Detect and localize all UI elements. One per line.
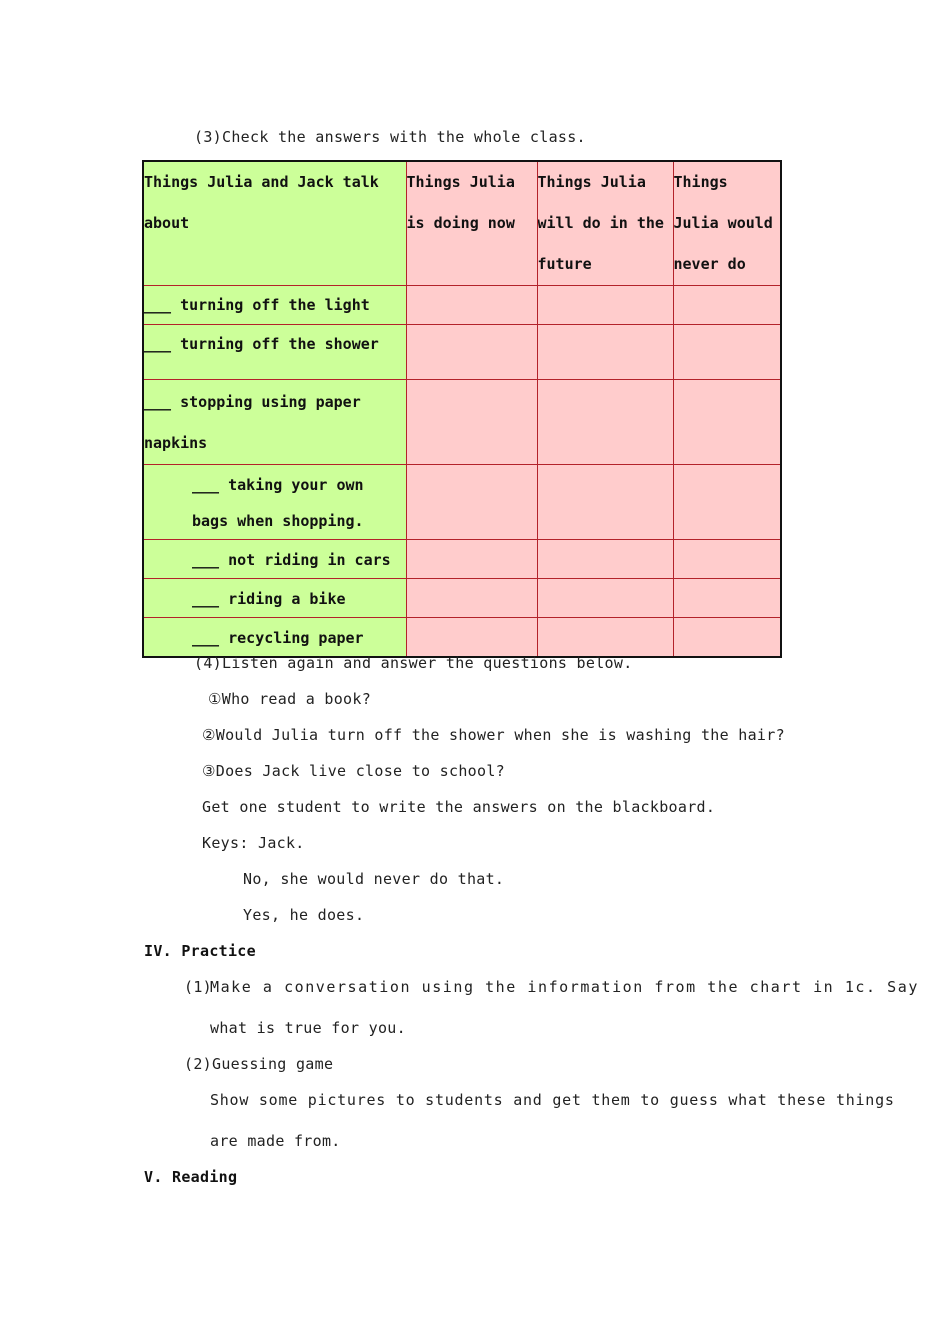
check-cell[interactable] xyxy=(406,579,537,618)
practice-item-1-line-2: what is true for you. xyxy=(210,1019,406,1037)
check-cell[interactable] xyxy=(673,380,781,465)
table-row xyxy=(143,465,781,540)
key-answer-3: Yes, he does. xyxy=(243,906,365,924)
row-label: ___ turning off the light xyxy=(143,286,406,325)
check-cell[interactable] xyxy=(673,465,781,540)
check-cell[interactable] xyxy=(537,465,673,540)
row-label: ___ turning off the shower xyxy=(143,325,406,380)
check-cell[interactable] xyxy=(406,380,537,465)
check-cell[interactable] xyxy=(673,540,781,579)
row-label: ___ not riding in cars xyxy=(143,540,406,579)
instruction-text: Get one student to write the answers on the blackboard. xyxy=(202,798,716,816)
header-never: Things Julia would never do xyxy=(673,161,781,286)
check-cell[interactable] xyxy=(537,380,673,465)
check-cell[interactable] xyxy=(406,618,537,658)
check-cell[interactable] xyxy=(537,618,673,658)
step-4-text: (4)Listen again and answer the questions below. xyxy=(194,654,633,672)
step-3-text: (3)Check the answers with the whole class. xyxy=(194,128,586,146)
check-cell[interactable] xyxy=(673,325,781,380)
table-row xyxy=(143,380,781,465)
question-2: ②Would Julia turn off the shower when she is washing the hair? xyxy=(202,726,785,744)
reading-heading: V. Reading xyxy=(144,1168,238,1186)
table-row xyxy=(143,618,781,658)
check-cell[interactable] xyxy=(673,579,781,618)
row-label: ___ recycling paper xyxy=(143,618,406,658)
check-cell[interactable] xyxy=(406,325,537,380)
practice-item-2-line-1: Show some pictures to students and get them to guess what these things xyxy=(210,1091,895,1109)
practice-item-2-line-2: are made from. xyxy=(210,1132,341,1150)
check-cell[interactable] xyxy=(537,325,673,380)
keys-label: Keys: Jack. xyxy=(202,834,305,852)
row-label: ___ riding a bike xyxy=(143,579,406,618)
practice-item-2: (2)Guessing game xyxy=(184,1055,334,1073)
table-row xyxy=(143,540,781,579)
check-cell[interactable] xyxy=(406,286,537,325)
key-answer-2: No, she would never do that. xyxy=(243,870,505,888)
check-cell[interactable] xyxy=(537,286,673,325)
table-row xyxy=(143,286,781,325)
header-future: Things Julia will do in the future xyxy=(537,161,673,286)
check-cell[interactable] xyxy=(537,579,673,618)
row-label: ___ stopping using paper napkins xyxy=(143,380,406,465)
practice-heading: IV. Practice xyxy=(144,942,256,960)
practice-item-1-number: (1) xyxy=(184,978,212,996)
chart-header-row xyxy=(143,161,781,286)
header-topics: Things Julia and Jack talk about xyxy=(143,161,406,286)
table-row xyxy=(143,325,781,380)
check-cell[interactable] xyxy=(406,540,537,579)
check-cell[interactable] xyxy=(673,286,781,325)
row-label: ___ taking your own bags when shopping. xyxy=(143,465,406,540)
question-3: ③Does Jack live close to school? xyxy=(202,762,506,780)
practice-item-1-line-1: Make a conversation using the information from the chart in 1c. Say xyxy=(210,978,919,996)
check-cell[interactable] xyxy=(673,618,781,658)
question-1: ①Who read a book? xyxy=(208,690,372,708)
answer-chart xyxy=(142,160,782,658)
header-doing-now: Things Julia is doing now xyxy=(406,161,537,286)
table-row xyxy=(143,579,781,618)
check-cell[interactable] xyxy=(537,540,673,579)
check-cell[interactable] xyxy=(406,465,537,540)
